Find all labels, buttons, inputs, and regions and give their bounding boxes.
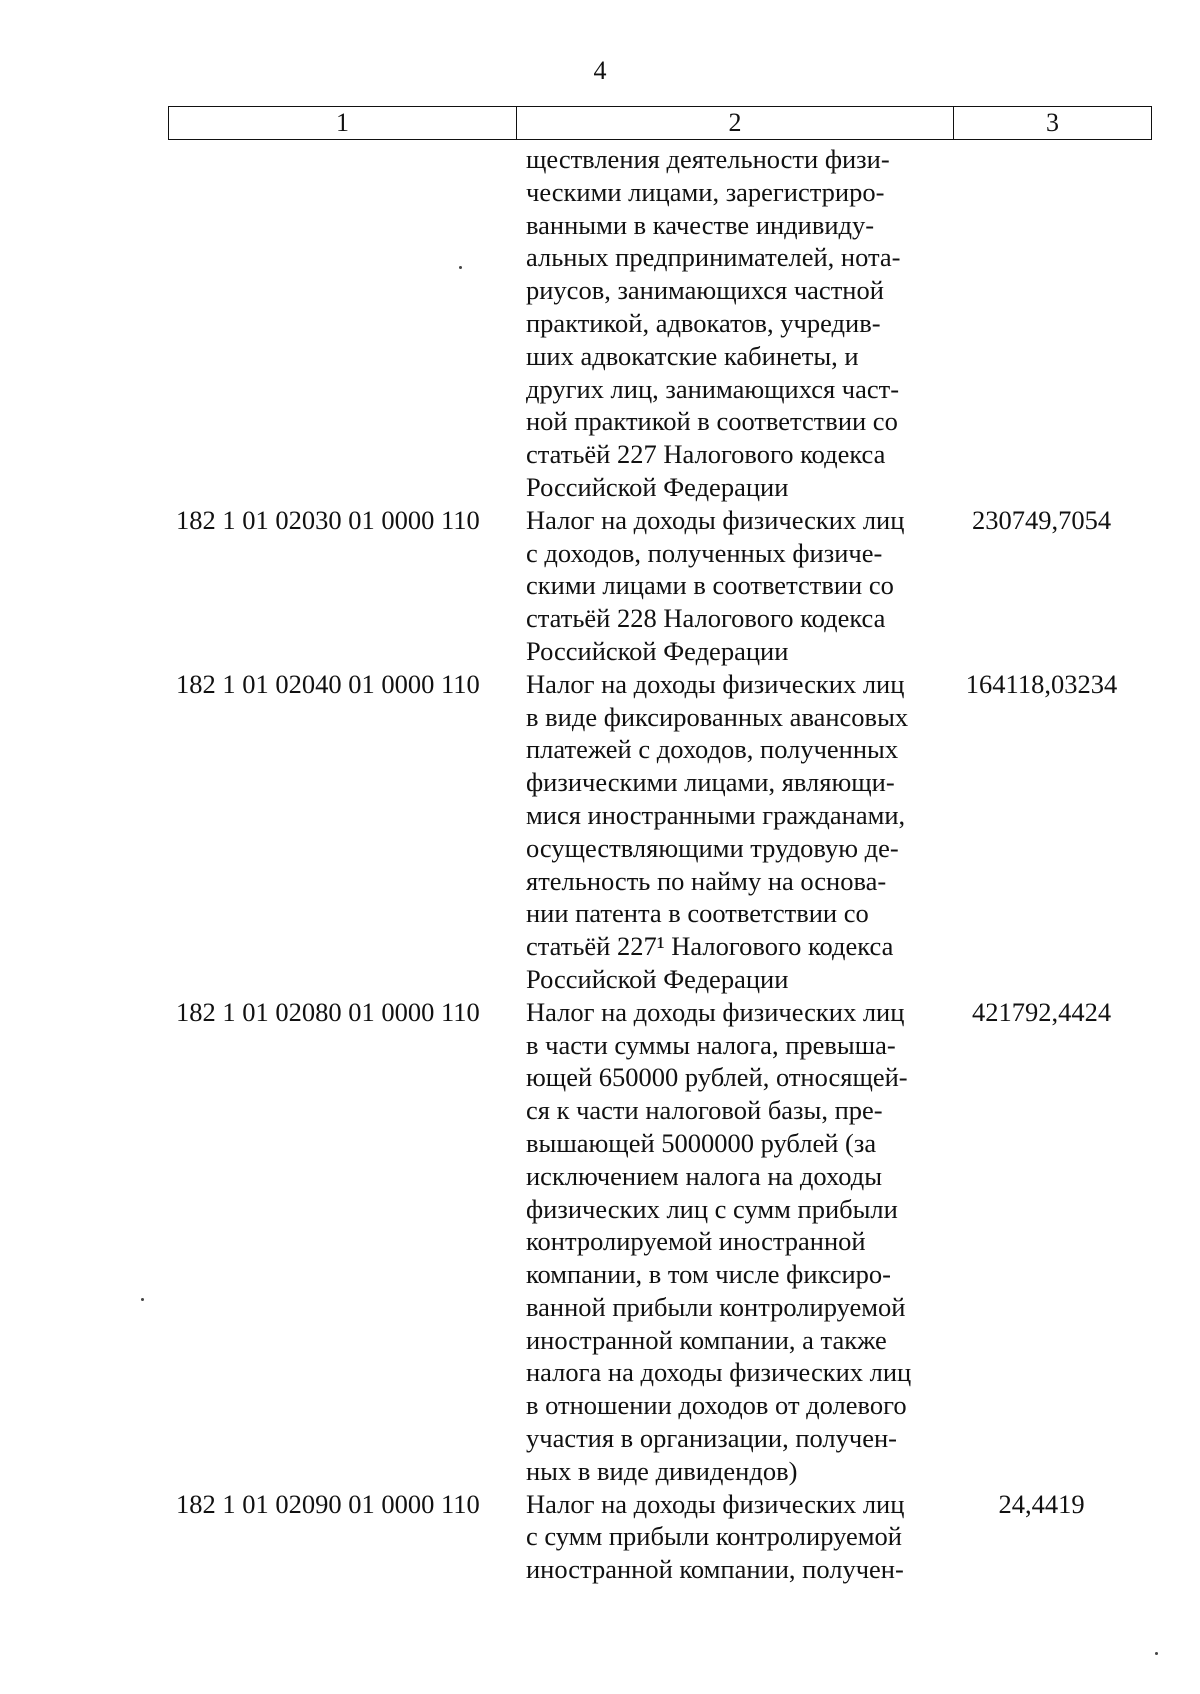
table-row <box>168 143 1152 504</box>
header-col-3: 3 <box>1046 108 1059 137</box>
scan-speck <box>459 266 462 269</box>
table-body <box>168 143 1152 1586</box>
header-col-1: 1 <box>169 107 517 139</box>
scan-speck <box>141 1298 144 1301</box>
budget-code: 182 1 01 02030 01 0000 110 <box>176 504 480 535</box>
table-row <box>168 1488 1152 1586</box>
amount: 24,4419 <box>998 1488 1085 1519</box>
description: Налог на доходы физических лиц в виде фиксированных авансовых платежей с доходов, полученных физическими лицами, являющи- мися иностранными гражданами, осуществляющими трудовую де- ятельность по найму на основа- нии патента в соответствии со статьёй 227¹ Налогового кодекса Российской Федерации <box>526 668 909 994</box>
header-col-2: 2 <box>517 107 954 139</box>
scan-speck <box>1155 1652 1158 1655</box>
amount: 164118,03234 <box>965 668 1118 699</box>
description: ществления деятельности физи- ческими лицами, зарегистриро- ванными в качестве индивиду- альных предпринимателей, нота- риусов, занимающихся частной практикой, адвокатов, учредив- ших адвокатские кабинеты, и других лиц, занимающихся част- ной практикой в соответствии со статьёй 227 Налогового кодекса Российской Федерации <box>526 144 901 502</box>
table-row <box>168 996 1152 1488</box>
description: Налог на доходы физических лиц с сумм прибыли контролируемой иностранной компании, получен- <box>526 1488 905 1585</box>
budget-code: 182 1 01 02090 01 0000 110 <box>176 1488 480 1519</box>
amount: 230749,7054 <box>971 504 1112 535</box>
budget-code: 182 1 01 02080 01 0000 110 <box>176 996 480 1027</box>
table-header <box>168 106 1152 140</box>
description: Налог на доходы физических лиц в части суммы налога, превыша- ющей 650000 рублей, относящей- ся к части налоговой базы, пре- вышающей 5000000 рублей (за исключением налога на доходы физических лиц с сумм прибыли контролируемой иностранной компании, в том числе фиксиро- ванной прибыли контролируемой иностранной компании, а также налога на доходы физических лиц в отношении доходов от долевого участия в организации, получен- ных в виде дивидендов) <box>526 996 912 1486</box>
table-row <box>168 668 1152 996</box>
page-number: 4 <box>593 56 607 85</box>
description: Налог на доходы физических лиц с доходов, полученных физиче- скими лицами в соответствии со статьёй 228 Налогового кодекса Российской Федерации <box>526 504 905 666</box>
amount: 421792,4424 <box>971 996 1112 1027</box>
table-row <box>168 504 1152 668</box>
budget-code: 182 1 01 02040 01 0000 110 <box>176 668 480 699</box>
